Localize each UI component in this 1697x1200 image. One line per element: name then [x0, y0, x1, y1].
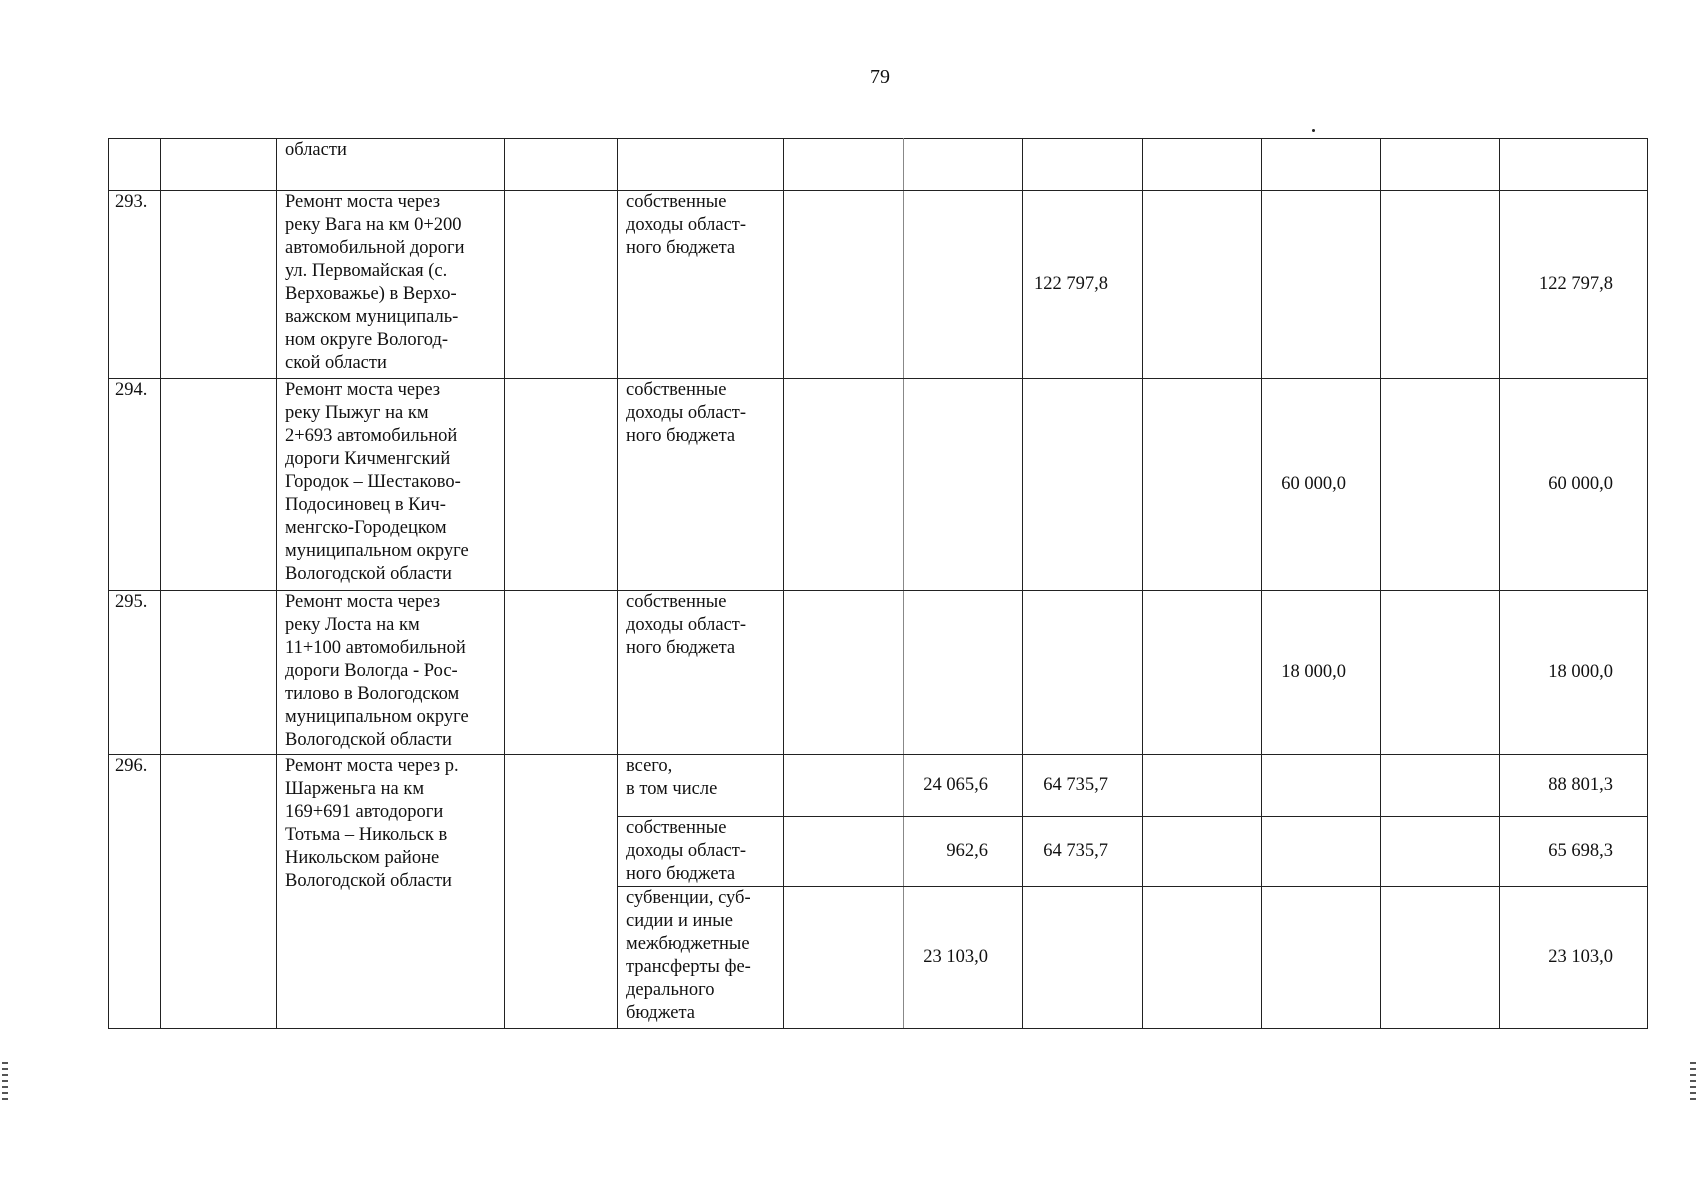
amount-value: [1023, 887, 1143, 1029]
amount-value: [1143, 591, 1262, 755]
amount-value: [904, 139, 1023, 191]
empty-cell: [505, 755, 618, 1029]
total-value: 122 797,8: [1500, 191, 1648, 379]
object-name: Ремонт моста через реку Пыжуг на км 2+693 автомобильной дороги Кичменгский Городок – Шестаково- Подосиновец в Кич- менгско-Городецком муниципальном округе Вологодской области: [277, 379, 505, 591]
amount-value: 64 735,7: [1023, 817, 1143, 887]
amount-value: [904, 191, 1023, 379]
amount-value: [1143, 887, 1262, 1029]
amount-value: [784, 817, 904, 887]
empty-cell: [505, 139, 618, 191]
funding-source: собственные доходы област- ного бюджета: [618, 591, 784, 755]
amount-value: 64 735,7: [1023, 755, 1143, 817]
funding-source: [618, 139, 784, 191]
amount-value: [1023, 379, 1143, 591]
amount-value: [1143, 817, 1262, 887]
amount-value: [1381, 591, 1500, 755]
row-number: 294.: [109, 379, 161, 591]
amount-value: [784, 139, 904, 191]
amount-value: 122 797,8: [1023, 191, 1143, 379]
amount-value: 60 000,0: [1262, 379, 1381, 591]
row-number: 293.: [109, 191, 161, 379]
table-row: [109, 591, 1648, 755]
amount-value: [904, 591, 1023, 755]
empty-cell: [505, 191, 618, 379]
scan-dot: [1312, 129, 1315, 132]
amount-value: [1143, 191, 1262, 379]
amount-value: [1381, 191, 1500, 379]
row-number: 295.: [109, 591, 161, 755]
amount-value: [1023, 139, 1143, 191]
total-value: 60 000,0: [1500, 379, 1648, 591]
amount-value: [784, 887, 904, 1029]
amount-value: 24 065,6: [904, 755, 1023, 817]
funding-source: собственные доходы област- ного бюджета: [618, 379, 784, 591]
table-row: [109, 139, 1648, 191]
total-value: 65 698,3: [1500, 817, 1648, 887]
amount-value: [1262, 817, 1381, 887]
empty-cell: [161, 191, 277, 379]
total-value: 18 000,0: [1500, 591, 1648, 755]
amount-value: [904, 379, 1023, 591]
amount-value: [1262, 887, 1381, 1029]
row-number: 296.: [109, 755, 161, 1029]
table-row: [109, 191, 1648, 379]
amount-value: [784, 379, 904, 591]
left-edge-marks: [2, 1062, 8, 1100]
row-number: [109, 139, 161, 191]
object-name: области: [277, 139, 505, 191]
funding-source: собственные доходы област- ного бюджета: [618, 191, 784, 379]
object-name: Ремонт моста через р. Шарженьга на км 169+691 автодороги Тотьма – Никольск в Никольском районе Вологодской области: [277, 755, 505, 1029]
empty-cell: [161, 755, 277, 1029]
amount-value: [1381, 887, 1500, 1029]
amount-value: 962,6: [904, 817, 1023, 887]
amount-value: [1023, 591, 1143, 755]
amount-value: [1262, 191, 1381, 379]
amount-value: [1143, 139, 1262, 191]
amount-value: [784, 755, 904, 817]
empty-cell: [161, 591, 277, 755]
right-edge-marks: [1690, 1062, 1696, 1100]
amount-value: [1262, 755, 1381, 817]
amount-value: [784, 191, 904, 379]
total-value: [1500, 139, 1648, 191]
amount-value: 23 103,0: [904, 887, 1023, 1029]
amount-value: [1381, 755, 1500, 817]
funding-source: субвенции, суб- сидии и иные межбюджетные трансферты фе- дерального бюджета: [618, 887, 784, 1029]
object-name: Ремонт моста через реку Вага на км 0+200 автомобильной дороги ул. Первомайская (с. Верховажье) в Верхо- важском муниципаль- ном округе Вологод- ской области: [277, 191, 505, 379]
amount-value: 18 000,0: [1262, 591, 1381, 755]
funding-source: собственные доходы област- ного бюджета: [618, 817, 784, 887]
funding-source: всего, в том числе: [618, 755, 784, 817]
table-row: [109, 379, 1648, 591]
empty-cell: [161, 139, 277, 191]
amount-value: [1143, 379, 1262, 591]
amount-value: [1381, 139, 1500, 191]
amount-value: [1381, 817, 1500, 887]
page-number: 79: [870, 66, 890, 88]
empty-cell: [161, 379, 277, 591]
table-row: [109, 755, 1648, 817]
object-name: Ремонт моста через реку Лоста на км 11+100 автомобильной дороги Вологда - Рос- тилово в Вологодском муниципальном округе Вологодской области: [277, 591, 505, 755]
amount-value: [1143, 755, 1262, 817]
budget-table: [108, 138, 1648, 1029]
empty-cell: [505, 591, 618, 755]
amount-value: [1381, 379, 1500, 591]
total-value: 88 801,3: [1500, 755, 1648, 817]
amount-value: [1262, 139, 1381, 191]
total-value: 23 103,0: [1500, 887, 1648, 1029]
amount-value: [784, 591, 904, 755]
empty-cell: [505, 379, 618, 591]
